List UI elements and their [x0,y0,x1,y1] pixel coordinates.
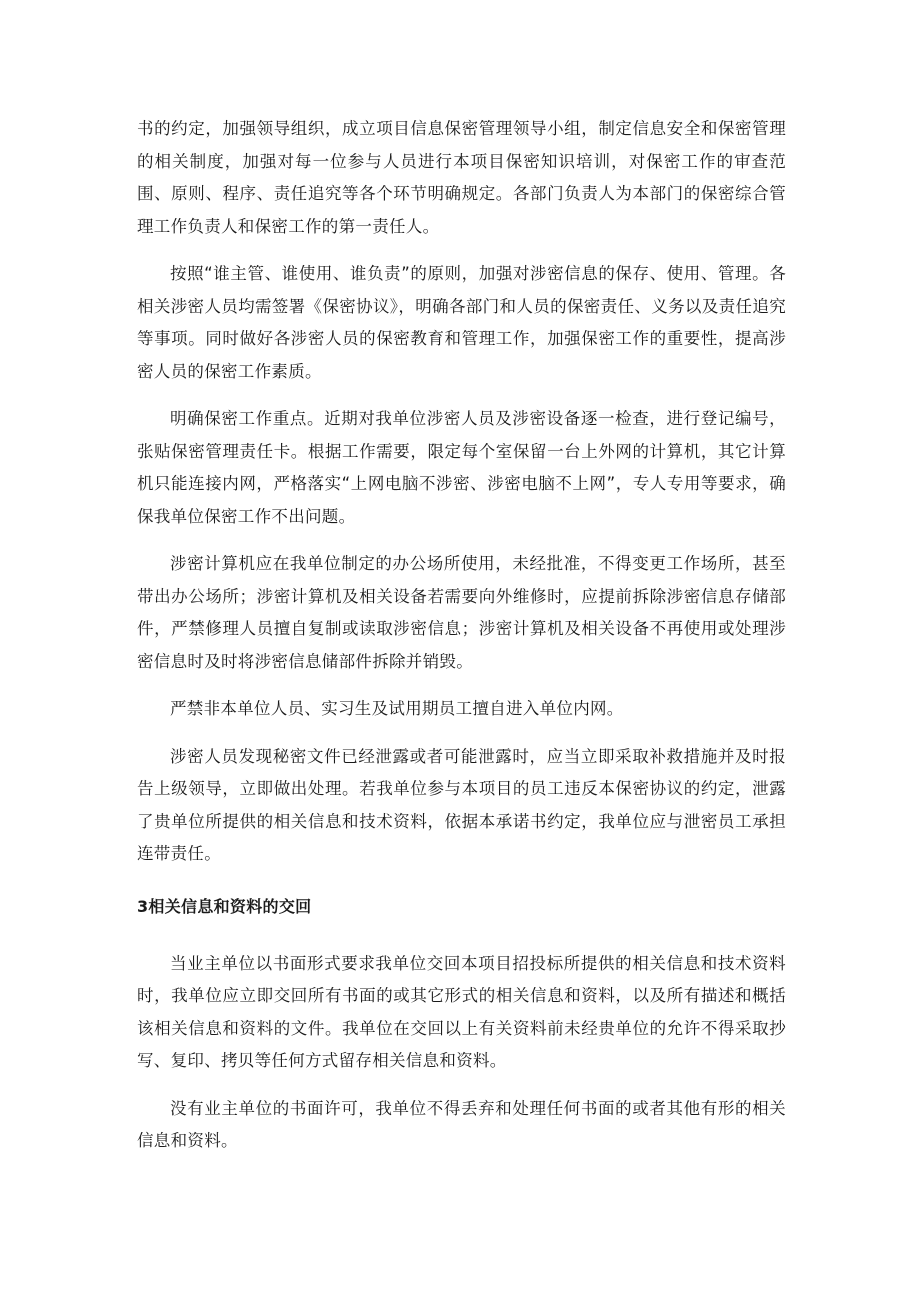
paragraph-responsibility-principle: 按照“谁主管、谁使用、谁负责”的原则，加强对涉密信息的保存、使用、管理。各相关涉密人员均需签署《保密协议》，明确各部门和人员的保密责任、义务以及责任追究等事项。同时做好各涉密人员的保密教育和管理工作，加强保密工作的重要性，提高涉密人员的保密工作素质。 [137,264,786,381]
paragraph-intranet-access: 严禁非本单位人员、实习生及试用期员工擅自进入单位内网。 [170,699,624,718]
paragraph-confidential-computer: 涉密计算机应在我单位制定的办公场所使用，未经批准，不得变更工作场所，甚至带出办公场所；涉密计算机及相关设备若需要向外维修时，应提前拆除涉密信息存储部件，严禁修理人员擅自复制或读取涉密信息；涉密计算机及相关设备不再使用或处理涉密信息时及时将涉密信息储部件拆除并销毁。 [137,554,786,671]
paragraph-confidential-focus: 明确保密工作重点。近期对我单位涉密人员及涉密设备逐一检查，进行登记编号，张贴保密管理责任卡。根据工作需要，限定每个室保留一台上外网的计算机，其它计算机只能连接内网，严格落实“上网电脑不涉密、涉密电脑不上网”，专人专用等要求，确保我单位保密工作不出问题。 [137,409,786,526]
section-heading-return-of-materials: 3相关信息和资料的交回 [137,896,312,916]
paragraph-leak-handling: 涉密人员发现秘密文件已经泄露或者可能泄露时，应当立即采取补救措施并及时报告上级领导，立即做出处理。若我单位参与本项目的员工违反本保密协议的约定，泄露了贵单位所提供的相关信息和技术资料，依据本承诺书约定，我单位应与泄密员工承担连带责任。 [137,746,786,863]
paragraph-leadership-organization: 书的约定，加强领导组织，成立项目信息保密管理领导小组，制定信息安全和保密管理的相关制度，加强对每一位参与人员进行本项目保密知识培训，对保密工作的审查范围、原则、程序、责任追究等各个环节明确规定。各部门负责人为本部门的保密综合管理工作负责人和保密工作的第一责任人。 [137,119,786,236]
paragraph-return-request: 当业主单位以书面形式要求我单位交回本项目招投标所提供的相关信息和技术资料时，我单位应立即交回所有书面的或其它形式的相关信息和资料，以及所有描述和概括该相关信息和资料的文件。我单位在交回以上有关资料前未经贵单位的允许不得采取抄写、复印、拷贝等任何方式留存相关信息和资料。 [137,953,786,1070]
paragraph-written-permission: 没有业主单位的书面许可，我单位不得丢弃和处理任何书面的或者其他有形的相关信息和资料。 [137,1098,786,1150]
